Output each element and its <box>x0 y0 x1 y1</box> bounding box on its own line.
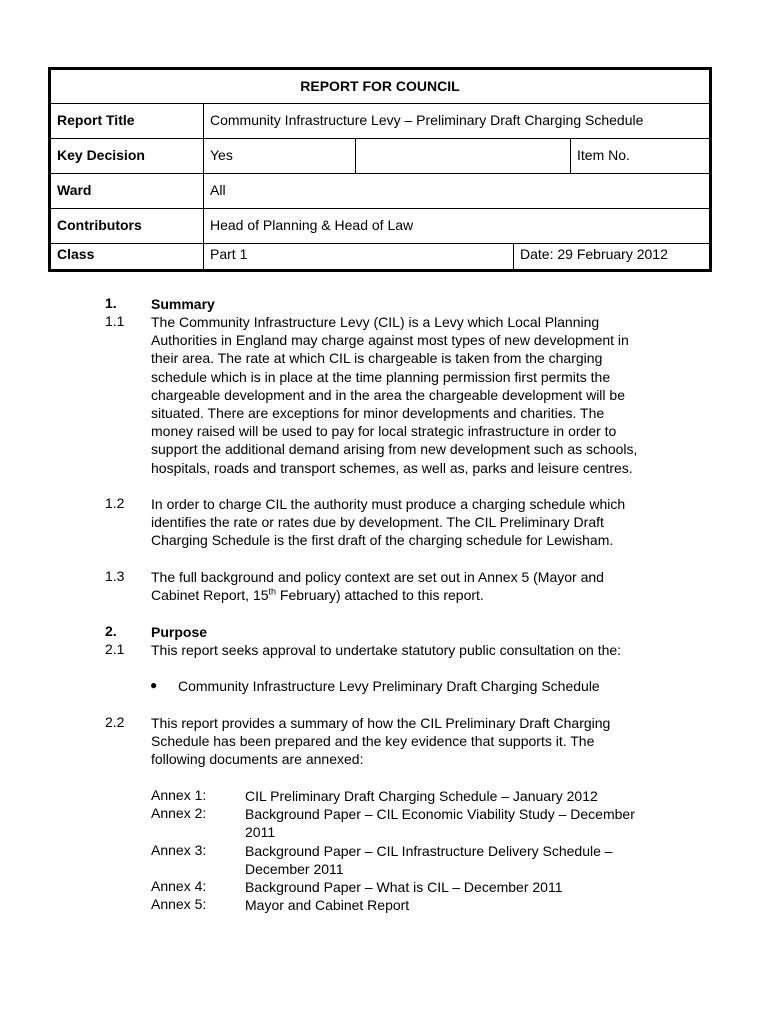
report-header-table <box>48 67 712 272</box>
bullet-icon: ● <box>150 678 158 692</box>
paragraph-number: 2.1 <box>105 641 125 657</box>
text-line: December 2011 <box>245 861 344 878</box>
text-line: Mayor and Cabinet Report <box>245 897 410 913</box>
class-value: Part 1 <box>203 244 513 272</box>
text-line: chargeable development and in the area the chargeable development will be <box>151 386 625 403</box>
row-class <box>51 243 709 272</box>
report-title-value: Community Infrastructure Levy – Preliminary Draft Charging Schedule <box>203 104 709 138</box>
row-ward <box>51 173 709 208</box>
annex-text <box>245 842 715 878</box>
text-line: Charging Schedule is the first draft of the charging schedule for Lewisham. <box>151 532 614 549</box>
text-line: Schedule has been prepared and the key evidence that supports it. The <box>151 733 595 750</box>
paragraph-number: 1.3 <box>105 568 125 584</box>
text-line: The Community Infrastructure Levy (CIL) is a Levy which Local Planning <box>151 314 600 330</box>
text-line: money raised will be used to pay for local strategic infrastructure in order to <box>151 423 617 440</box>
annex-label: Annex 3: <box>151 842 207 858</box>
text-line: In order to charge CIL the authority must produce a charging schedule which <box>151 496 626 512</box>
annex-text <box>245 805 715 841</box>
annex-text <box>245 878 715 896</box>
paragraph-text: This report seeks approval to undertake statutory public consultation on the: <box>151 642 622 658</box>
item-number-label: Item No. <box>570 139 709 173</box>
text-line: Background Paper – What is CIL – December 2011 <box>245 879 563 895</box>
text-line: support the additional demand arising from new development such as schools, <box>151 441 638 458</box>
text-line: This report provides a summary of how the CIL Preliminary Draft Charging <box>151 715 611 731</box>
class-label: Class <box>57 246 95 262</box>
paragraph-number: 1.1 <box>105 313 125 329</box>
text-line <box>151 586 706 604</box>
text-line: their area. The rate at which CIL is chargeable is taken from the charging <box>151 350 603 367</box>
row-contributors <box>51 208 709 243</box>
paragraph-number: 1.2 <box>105 495 125 511</box>
text-line: 2011 <box>245 824 276 841</box>
row-report-title <box>51 103 709 138</box>
text-segment: Cabinet Report, 15 <box>151 587 269 604</box>
text-line: Background Paper – CIL Economic Viability Study – December <box>245 806 635 822</box>
annex-label: Annex 5: <box>151 896 207 912</box>
paragraph-text <box>151 495 706 550</box>
text-line: Background Paper – CIL Infrastructure Delivery Schedule – <box>245 843 613 859</box>
text-segment: February) attached to this report. <box>276 587 484 604</box>
key-decision-label: Key Decision <box>57 147 145 163</box>
section-number: 1. <box>105 295 117 311</box>
contributors-value: Head of Planning & Head of Law <box>203 209 709 243</box>
key-decision-value: Yes <box>203 139 355 173</box>
annex-text <box>245 896 715 914</box>
paragraph-number: 2.2 <box>105 714 125 730</box>
text-line: Authorities in England may charge against most types of new development in <box>151 332 629 349</box>
ward-value: All <box>203 174 709 208</box>
bullet-text: Community Infrastructure Levy Preliminary Draft Charging Schedule <box>178 678 600 694</box>
annex-label: Annex 4: <box>151 878 207 894</box>
paragraph-text <box>151 568 706 604</box>
ward-label: Ward <box>57 182 92 198</box>
text-line: identifies the rate or rates due by development. The CIL Preliminary Draft <box>151 514 604 531</box>
text-line: following documents are annexed: <box>151 751 364 768</box>
report-date: Date: 29 February 2012 <box>513 244 709 272</box>
paragraph-text <box>151 714 706 769</box>
section-heading: Summary <box>151 296 215 312</box>
report-table-title: REPORT FOR COUNCIL <box>300 78 460 94</box>
text-line: situated. There are exceptions for minor developments and charities. The <box>151 405 605 422</box>
key-decision-empty-cell <box>355 139 570 173</box>
section-heading: Purpose <box>151 624 208 640</box>
paragraph-text <box>151 313 706 477</box>
ordinal-suffix: th <box>268 586 277 597</box>
text-line: schedule which is in place at the time planning permission first permits the <box>151 368 611 385</box>
row-key-decision <box>51 138 709 173</box>
text-line: hospitals, roads and transport schemes, as well as, parks and leisure centres. <box>151 459 633 476</box>
section-number: 2. <box>105 623 117 639</box>
annex-text <box>245 787 715 805</box>
annex-label: Annex 2: <box>151 805 207 821</box>
report-title-label: Report Title <box>57 112 135 128</box>
text-line: CIL Preliminary Draft Charging Schedule – January 2012 <box>245 788 598 804</box>
text-line: The full background and policy context are set out in Annex 5 (Mayor and <box>151 569 604 585</box>
annex-label: Annex 1: <box>151 787 207 803</box>
contributors-label: Contributors <box>57 217 142 233</box>
